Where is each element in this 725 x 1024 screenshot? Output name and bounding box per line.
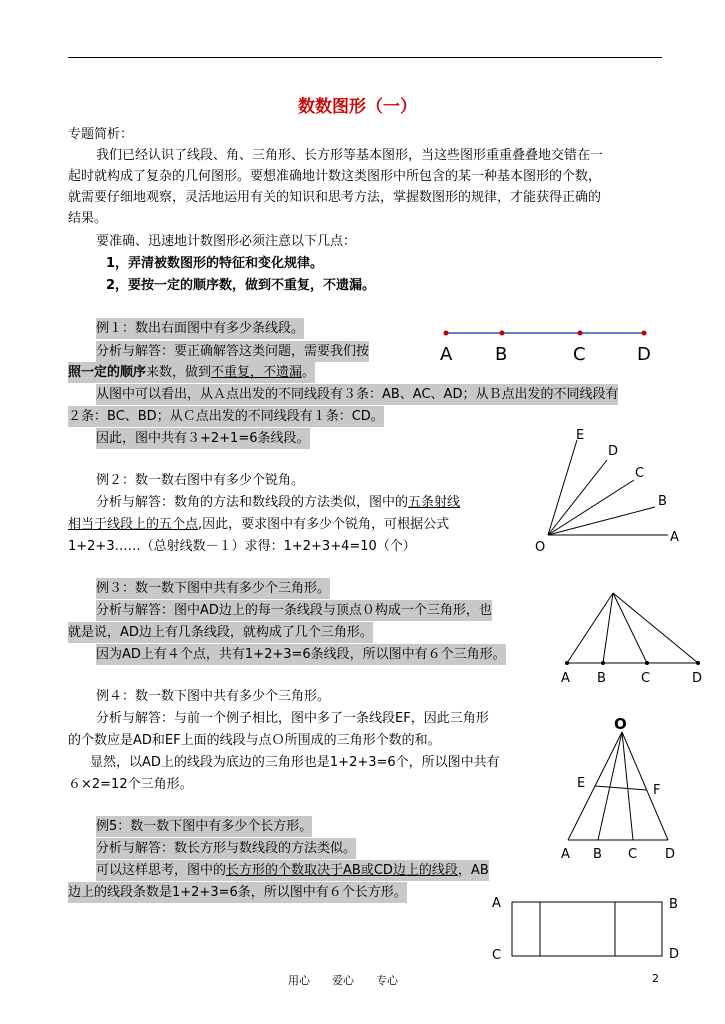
example-4-answer-line: 显然，以AD上的线段为底边的三角形也是1+2+3=6个，所以图中共有 <box>90 755 500 770</box>
example-1-answer-line: 从图中可以看出，从Ａ点出发的不同线段有３条：AB、AC、AD；从Ｂ点出发的不同线段有 <box>96 384 618 405</box>
intro-paragraph-line: 我们已经认识了线段、角、三角形、长方形等基本图形，当这些图形重重叠叠地交错在一 <box>96 148 604 163</box>
intro-paragraph-line: 结果。 <box>68 211 108 226</box>
example-2-answer-line <box>68 514 449 535</box>
underlined-text: 五条射线 <box>408 495 461 510</box>
vertex-label-o: O <box>614 715 627 733</box>
corner-label-b: B <box>669 897 678 912</box>
example-1-question: 例１：数出右面图中有多少条线段。 <box>96 318 304 339</box>
example-4-answer-line: 分析与解答：与前一个例子相比，图中多了一条线段EF，因此三角形 <box>96 711 489 726</box>
example-1-answer-line <box>68 362 315 383</box>
example-3-answer-line: 因为AD上有４个点，共有1+2+3=6条线段，所以图中有６个三角形。 <box>96 644 506 665</box>
point-label-b: B <box>593 847 602 862</box>
example-5-answer-line <box>96 860 489 881</box>
point-label-a: A <box>440 344 453 365</box>
example-4-answer-line: ６×2=12个三角形。 <box>68 777 193 792</box>
ray-label-c: C <box>635 466 645 481</box>
example-2-answer-line <box>96 492 460 513</box>
point-label-c: C <box>641 671 651 686</box>
ray-label-e: E <box>576 428 585 443</box>
corner-label-d: D <box>669 947 680 962</box>
figure-rectangles <box>485 888 700 968</box>
point-label-a: A <box>561 671 570 686</box>
point-label-c: C <box>573 344 586 365</box>
example-3-question: 例３：数一数下图中共有多少个三角形。 <box>96 578 330 599</box>
answer-text: 分析与解答：数角的方法和数线段的方法类似，图中的 <box>96 495 409 510</box>
point-label-b: B <box>495 344 508 365</box>
example-3-answer-line: 分析与解答：图中AD边上的每一条线段与顶点０构成一个三角形，也 <box>96 600 492 621</box>
intro-paragraph-line: 起时就构成了复杂的几何图形。要想准确地计数这类图形中所包含的某一种基本图形的个数， <box>68 169 602 184</box>
key-point-1: 1，弄清被数图形的特征和变化规律。 <box>106 256 324 271</box>
example-3-answer-line: 就是说，AD边上有几条线段，就构成了几个三角形。 <box>68 622 373 643</box>
example-1-answer-line: 因此，图中共有３+2+1=6条线段。 <box>96 428 310 449</box>
ray-label-a: A <box>670 530 679 545</box>
point-label-b: B <box>597 671 606 686</box>
intro-heading: 专题简析： <box>68 127 134 142</box>
ray-label-b: B <box>658 494 667 509</box>
underlined-text: 长方形的个数取决于AB或CD边上的线段 <box>226 863 458 878</box>
point-label-f: F <box>653 783 661 798</box>
example-1-answer-line: 分析与解答：要正确解答这类问题，需要我们按 <box>96 341 369 362</box>
example-5-question: 例5：数一数下图中有多少个长方形。 <box>96 816 312 837</box>
example-2-question: 例２：数一数右图中有多少个锐角。 <box>96 473 305 488</box>
point-label-c: C <box>628 847 638 862</box>
answer-text: ，AB <box>457 863 489 878</box>
underlined-text: 不重复，不遗漏 <box>211 365 303 380</box>
example-5-answer-line: 分析与解答：数长方形与数线段的方法类似。 <box>96 838 356 859</box>
figure-triangles-with-ef <box>555 710 720 865</box>
answer-text: 可以这样思考，图中的 <box>96 863 227 878</box>
page-title: 数数图形（一） <box>298 97 417 117</box>
point-label-d: D <box>665 847 676 862</box>
corner-label-c: C <box>492 948 502 963</box>
corner-label-a: A <box>492 896 501 911</box>
example-4-question: 例４：数一数下图中共有多少个三角形。 <box>96 689 331 704</box>
answer-text: 来数，做到 <box>146 365 212 380</box>
intro-paragraph: 要准确、迅速地计数图形必须注意以下几点： <box>96 234 357 249</box>
header-rule <box>68 57 662 58</box>
answer-text: ,因此，要求图中有多少个锐角，可根据公式 <box>198 517 450 532</box>
footer-text: 用心 爱心 专心 <box>288 974 398 987</box>
point-label-d: D <box>692 671 703 686</box>
point-label-e: E <box>577 776 586 791</box>
ray-label-d: D <box>608 444 619 459</box>
key-point-2: 2，要按一定的顺序数，做到不重复，不遗漏。 <box>106 278 376 293</box>
example-2-answer-line: 1+2+3……（总射线数－１）求得：1+2+3+4=10（个） <box>68 539 416 554</box>
example-1-answer-line: ２条：BC、BD；从Ｃ点出发的不同线段有１条：CD。 <box>68 406 384 427</box>
intro-paragraph-line: 就需要仔细地观察，灵活地运用有关的知识和思考方法，掌握数图形的规律，才能获得正确的 <box>68 190 602 205</box>
page-number: 2 <box>652 972 659 985</box>
example-4-answer-line: 的个数应是AD和EF上面的线段与点Ｏ所围成的三角形个数的和。 <box>68 733 441 748</box>
figure-line-segment <box>430 318 670 368</box>
vertex-label-o: O <box>535 540 546 555</box>
figure-rays <box>530 425 725 560</box>
point-label-a: A <box>561 847 570 862</box>
example-5-answer-line: 边上的线段条数是1+2+3=6条，所以图中有６个长方形。 <box>68 882 407 903</box>
figure-triangles <box>555 585 720 690</box>
underlined-text: 相当于线段上的五个点 <box>68 517 199 532</box>
point-label-d: D <box>637 344 651 365</box>
emphasis-text: 照一定的顺序 <box>68 365 147 380</box>
answer-text: 。 <box>302 365 316 380</box>
